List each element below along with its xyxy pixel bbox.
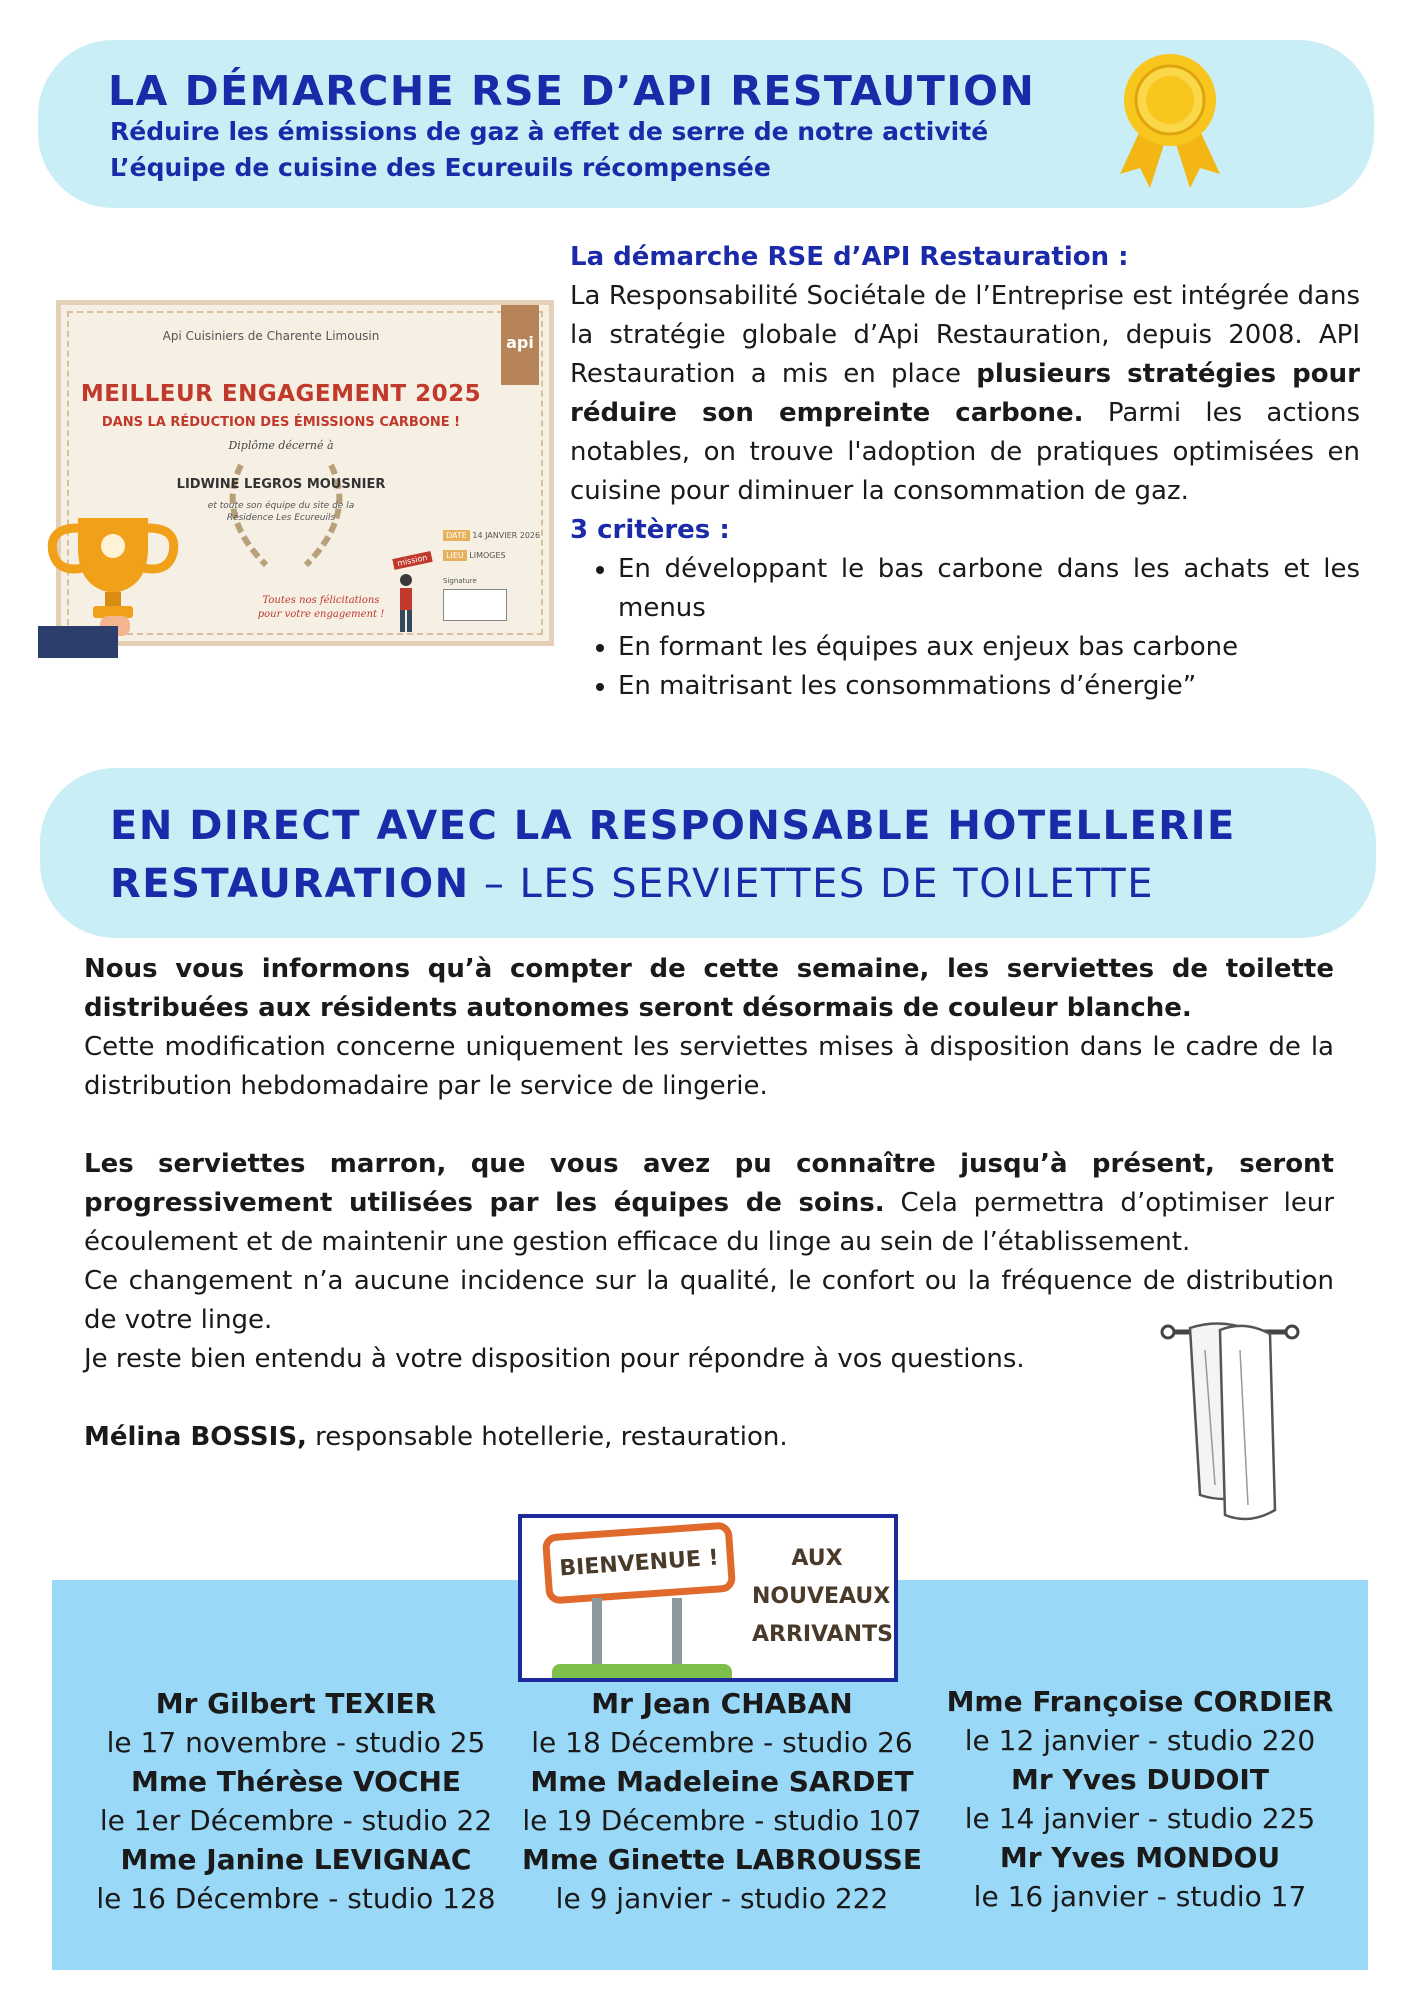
section1-text-block: [570, 238, 1360, 706]
welcome-subtext-line-3: ARRIVANTS: [752, 1622, 893, 1647]
resident-detail: le 12 janvier - studio 220: [964, 1724, 1316, 1757]
certificate-subtitle: DANS LA RÉDUCTION DES ÉMISSIONS CARBONE !: [101, 415, 461, 430]
certificate-team-line-2: Résidence Les Ecureuils: [226, 513, 336, 523]
criteria-item: • En formant les équipes aux enjeux bas carbone: [618, 628, 1360, 667]
resident-name: Mme Janine LEVIGNAC: [120, 1843, 472, 1876]
certificate-header: Api Cuisiniers de Charente Limousin: [162, 329, 380, 343]
certificate-date: [443, 531, 540, 540]
section2-paragraph-1-bold: Nous vous informons qu’à compter de cette semaine, les serviettes de toilette distribuées aux résidents autonomes seront désormais de couleur blanche.: [84, 954, 1334, 1023]
section1-paragraph-bold: plusieurs stratégies pour réduire son empreinte carbone.: [570, 359, 1360, 428]
section2-paragraph-4: Je reste bien entendu à votre disposition pour répondre à vos questions.: [84, 1344, 1025, 1374]
resident-name: Mme Françoise CORDIER: [946, 1685, 1334, 1718]
resident-detail: le 1er Décembre - studio 22: [99, 1804, 493, 1837]
trophy-icon: [38, 508, 188, 658]
resident-detail: le 19 Décembre - studio 107: [522, 1804, 922, 1837]
arrivals-column-1: [96, 1684, 496, 1918]
section1-subtitle-2: L’équipe de cuisine des Ecureuils récompensée: [110, 153, 771, 182]
section2-paragraph-3: Ce changement n’a aucune incidence sur la qualité, le confort ou la fréquence de distribution de votre linge.: [84, 1266, 1334, 1335]
criteria-item: • En développant le bas carbone dans les achats et les menus: [618, 550, 1360, 628]
section1-title: LA DÉMARCHE RSE D’API RESTAUTION: [108, 67, 1036, 115]
resident-detail: le 14 janvier - studio 225: [964, 1802, 1316, 1835]
resident-name: Mme Madeleine SARDET: [530, 1765, 914, 1798]
medal-icon: [1110, 52, 1230, 192]
section2-title-line-1: EN DIRECT AVEC LA RESPONSABLE HOTELLERIE: [110, 803, 1236, 849]
certificate-signature-box: [443, 589, 507, 621]
section1-paragraph-start: La Responsabilité Sociétale de l’Entreprise est intégrée dans la stratégie globale d’Api Restauration, depuis 2008. API Restauration a mis en place: [570, 281, 1360, 389]
resident-name: Mr Gilbert TEXIER: [155, 1687, 437, 1720]
resident-detail: le 16 Décembre - studio 128: [96, 1882, 496, 1915]
certificate-team-line-1: et toute son équipe du site de la: [207, 501, 355, 511]
section2-paragraph-1: [84, 950, 1334, 1106]
welcome-subtext: [752, 1540, 893, 1654]
welcome-sign-image: [518, 1514, 898, 1682]
section1-heading: La démarche RSE d’API Restauration :: [570, 242, 1129, 272]
section2-paragraph-1-rest: Cette modification concerne uniquement les serviettes mises à disposition dans le cadre de la distribution hebdomadaire par le service de lingerie.: [84, 1032, 1334, 1101]
criteria-item: • En maitrisant les consommations d’énergie”: [618, 667, 1360, 706]
criteria-heading: 3 critères :: [570, 515, 730, 545]
towel-icon: [1160, 1310, 1300, 1540]
section2-paragraph-2: [84, 1145, 1334, 1262]
welcome-sign-grass: [552, 1664, 732, 1678]
section2-signature: [84, 1418, 1334, 1457]
section2-title-line-2: [110, 858, 1154, 910]
resident-detail: le 17 novembre - studio 25: [106, 1726, 486, 1759]
resident-detail: le 16 janvier - studio 17: [973, 1880, 1307, 1913]
welcome-sign-board: [542, 1521, 736, 1604]
criteria-list: [570, 550, 1360, 706]
section2-paragraph-2-bold: Les serviettes marron, que vous avez pu connaître jusqu’à présent, seront progressivement utilisées par les équipes de soins.: [84, 1149, 1334, 1218]
arrivals-column-2: [522, 1684, 922, 1918]
certificate-recipient: LIDWINE LEGROS MOUSNIER: [176, 477, 386, 492]
certificate-api-logo: api: [501, 305, 539, 385]
resident-detail: le 18 Décembre - studio 26: [531, 1726, 913, 1759]
section2-title-bold: RESTAURATION: [110, 861, 470, 907]
section1-paragraph: [570, 277, 1360, 511]
resident-name: Mr Yves DUDOIT: [1011, 1763, 1269, 1796]
section2-paragraph-2-rest: Cela permettra d’optimiser leur écoulement et de maintenir une gestion efficace du linge au sein de l’établissement.: [84, 1188, 1335, 1257]
welcome-sign-text: BIENVENUE !: [558, 1544, 720, 1582]
resident-detail: le 9 janvier - studio 222: [555, 1882, 889, 1915]
resident-name: Mme Ginette LABROUSSE: [522, 1843, 922, 1876]
certificate-date-value: 14 JANVIER 2026: [472, 531, 541, 540]
section2-signature-role: responsable hotellerie, restauration.: [306, 1422, 788, 1452]
certificate-mission-flag: mission: [392, 551, 432, 570]
certificate-signature-label: Signature: [443, 577, 477, 585]
certificate-congrats-line-1: Toutes nos félicitations: [262, 595, 380, 606]
section2-text-block: [84, 950, 1334, 1457]
certificate-title: MEILLEUR ENGAGEMENT 2025: [80, 381, 482, 407]
welcome-subtext-line-1: AUX: [791, 1546, 843, 1571]
certificate-date-label: DATE: [443, 530, 470, 541]
certificate-place-value: LIMOGES: [469, 551, 506, 560]
welcome-subtext-line-2: NOUVEAUX: [752, 1584, 891, 1609]
certificate-place-label: LIEU: [443, 550, 467, 561]
section1-subtitle-1: Réduire les émissions de gaz à effet de serre de notre activité: [110, 117, 989, 146]
certificate-diploma-text: Diplôme décerné à: [228, 439, 334, 452]
resident-name: Mme Thérèse VOCHE: [130, 1765, 462, 1798]
certificate-congrats-line-2: pour votre engagement !: [257, 609, 385, 620]
section2-title-rest: – LES SERVIETTES DE TOILETTE: [469, 861, 1154, 907]
section2-signature-name: Mélina BOSSIS,: [84, 1422, 307, 1452]
section1-paragraph-end: Parmi les actions notables, on trouve l'adoption de pratiques optimisées en cuisine pour diminuer la consommation de gaz.: [570, 398, 1360, 506]
resident-name: Mr Jean CHABAN: [591, 1687, 853, 1720]
section2-header-banner: [40, 768, 1376, 938]
arrivals-column-3: [940, 1682, 1340, 1916]
resident-name: Mr Yves MONDOU: [999, 1841, 1281, 1874]
certificate-place: [443, 551, 506, 560]
